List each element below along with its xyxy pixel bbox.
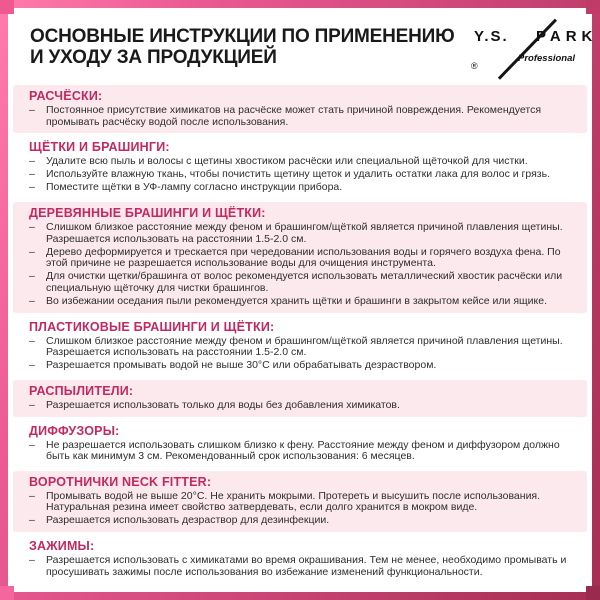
section [13, 380, 587, 417]
bullet-dash: – [29, 398, 35, 411]
bullet-dash: – [29, 181, 35, 194]
logo-ys-text: Y.S. [474, 28, 509, 45]
bullet-item [29, 222, 571, 245]
section-heading: ДЕРЕВЯННЫЕ БРАШИНГИ И ЩЁТКИ: [29, 205, 266, 220]
corner-decoration-bottom-left [0, 586, 14, 600]
bullet-text: Используйте влажную ткань, чтобы почистить щетину щеток и удалить остатки лака для волос и грязь. [46, 168, 550, 181]
bullet-text: Промывать водой не выше 20°C. Не хранить мокрыми. Протереть и высушить после использования. Натуральная резина имеет свойство затвердевать, если долго хранится в мокром виде. [46, 489, 541, 514]
document-header [8, 8, 598, 84]
bullet-item [29, 296, 571, 308]
page-title [30, 26, 455, 68]
section-heading: РАСПЫЛИТЕЛИ: [29, 383, 134, 398]
section-heading: ЩЁТКИ И БРАШИНГИ: [29, 140, 170, 155]
bullet-item [29, 169, 571, 181]
document-page [8, 8, 598, 592]
section [13, 535, 587, 583]
bullet-dash: – [29, 168, 35, 181]
bullet-item [29, 440, 571, 463]
bullet-text: Разрешается использовать с химикатами во время окрашивания. Тем не менее, необходимо промывать и просушивать зажимы после использования во избежание изменений функциональности. [46, 553, 567, 578]
bullet-item [29, 360, 571, 372]
bullet-item [29, 182, 571, 194]
bullet-dash: – [29, 334, 35, 347]
bullet-item [29, 105, 571, 128]
bullet-item [29, 156, 571, 168]
bullet-item [29, 247, 571, 270]
bullet-text: Разрешается использовать только для воды без добавления химикатов. [46, 398, 400, 411]
bullet-text: Разрешается промывать водой не выше 30°C или обрабатывать дезраствором. [46, 359, 437, 372]
bullet-dash: – [29, 104, 35, 116]
bullet-dash: – [29, 270, 35, 283]
section-heading: РАСЧЁСКИ: [29, 89, 103, 103]
section-heading: ПЛАСТИКОВЫЕ БРАШИНГИ И ЩЁТКИ: [29, 319, 275, 334]
registered-trademark-icon: ® [471, 61, 478, 71]
page-title-line2: И УХОДУ ЗА ПРОДУКЦИЕЙ [30, 47, 277, 68]
bullet-text: Слишком близкое расстояние между феном и брашингом/щёткой является причиной плавления щетины. Разрешается использовать на расстоянии 1.5-2.0 см. [46, 220, 563, 245]
bullet-item [29, 491, 571, 514]
section [13, 202, 587, 313]
bullet-item [29, 555, 571, 578]
corner-decoration-top-right [586, 0, 600, 14]
bullet-dash: – [29, 438, 35, 451]
section [13, 316, 587, 377]
section-heading: ДИФФУЗОРЫ: [29, 423, 120, 438]
bullet-text: Не разрешается использовать слишком близко к фену. Расстояние между феном и диффузором должно быть как минимум 3 см. Рекомендованный срок использования: 6 месяцев. [46, 438, 560, 463]
page-title-line1: ОСНОВНЫЕ ИНСТРУКЦИИ ПО ПРИМЕНЕНИЮ [30, 26, 455, 47]
bullet-text: Удалите всю пыль и волосы с щетины хвостиком расчёски или специальной щёточкой для чистки. [46, 155, 528, 168]
corner-decoration-top-left [0, 0, 14, 14]
section [13, 85, 587, 133]
logo-park-text: PARK [536, 28, 598, 45]
bullet-dash: – [29, 489, 35, 502]
bullet-text: Для очистки щетки/брашинга от волос рекомендуется использовать металлический хвостик расчёски или специальную щёточку для чистки брашингов. [46, 270, 563, 294]
ys-park-logo [471, 12, 598, 76]
bullet-item [29, 336, 571, 359]
instruction-sections [8, 85, 592, 586]
bullet-dash: – [29, 155, 35, 168]
section [13, 136, 587, 199]
bullet-dash: – [29, 220, 35, 233]
bullet-text: Постоянное присутствие химикатов на расчёске может стать причиной повреждения. Рекомендуется промывать расчёску водой после использования. [46, 104, 542, 128]
bullet-item [29, 400, 571, 412]
bullet-dash: – [29, 245, 35, 258]
bullet-text: Слишком близкое расстояние между феном и брашингом/щёткой является причиной плавления щетины. Разрешается использовать на расстоянии 1.5-2.0 см. [46, 334, 563, 359]
bullet-text: Разрешается использовать дезраствор для дезинфекции. [46, 514, 330, 527]
bullet-text: Дерево деформируется и трескается при чередовании использования воды и горячего воздуха фена. По этой причине не разрешается использование воды для очищения инструмента. [46, 245, 561, 270]
corner-decoration-bottom-right [586, 586, 600, 600]
bullet-item [29, 271, 571, 294]
bullet-dash: – [29, 553, 35, 566]
section [13, 420, 587, 468]
bullet-dash: – [29, 295, 35, 308]
section-heading: ЗАЖИМЫ: [29, 538, 95, 553]
logo-professional-text: Professional [518, 53, 576, 64]
bullet-text: Поместите щётки в УФ-лампу согласно инструкции прибора. [46, 181, 343, 194]
bullet-dash: – [29, 359, 35, 372]
bullet-text: Во избежании оседания пыли рекомендуется хранить щётки и брашинги в закрытом кейсе или ящике. [46, 295, 547, 308]
bullet-dash: – [29, 514, 35, 527]
bullet-item [29, 515, 571, 527]
section [13, 471, 587, 532]
section-heading: ВОРОТНИЧКИ NECK FITTER: [29, 474, 212, 489]
